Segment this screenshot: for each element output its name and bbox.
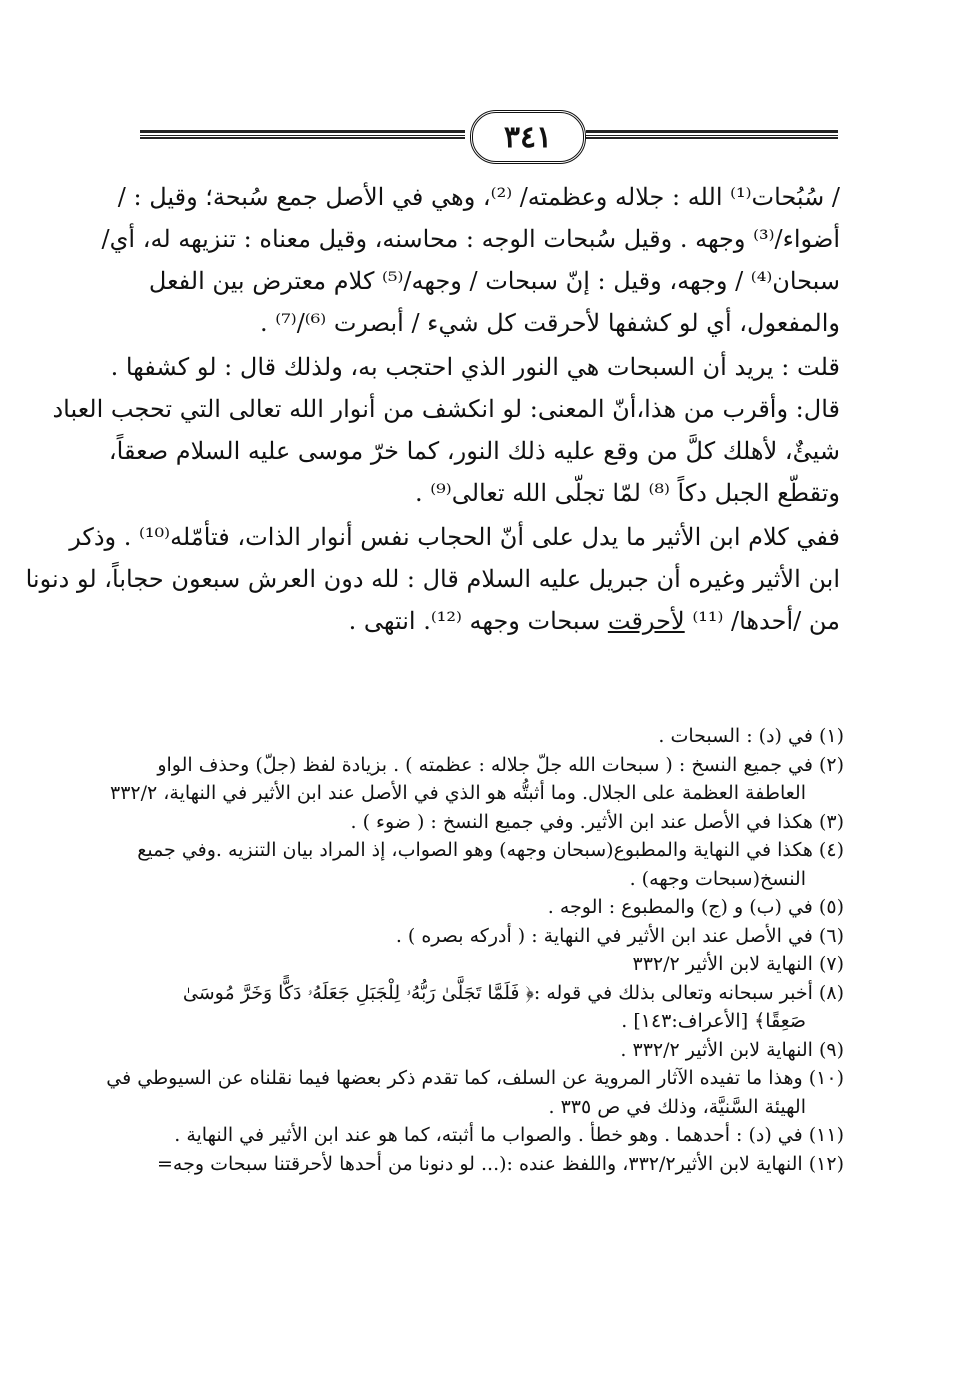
header-rule-right [586, 130, 838, 139]
text-line: والمفعول، أي لو كشفها لأحرقت كل شيء / أبصرت ⁽⁶⁾/⁽⁷⁾ . [260, 309, 840, 337]
text-line: قلت : يريد أن السبحات هي النور الذي احتجب به، ولذلك قال : لو كشفها . [110, 353, 840, 381]
footnote: (١٢) النهاية لابن الأثير٣٣٢/٢، واللفظ عنده :(... لو دنونا من أحدها لأحرقتنا سبحات وجه= [157, 1152, 844, 1175]
header-rule-left [140, 130, 465, 139]
text-line: شيئٌ، لأهلك كلَّ من وقع عليه ذلك النور، كما خرّ موسى عليه السلام صعقاً، [108, 437, 840, 465]
footnote-continuation: النسخ(سبحات وجهه) . [629, 867, 806, 890]
footnote: (٦) في الأصل عند ابن الأثير في النهاية : ( أدركه بصره ) . [395, 924, 844, 947]
text-line: سبحان⁽⁴⁾ / وجهه، وقيل : إنّ سبحات / وجهه/⁽⁵⁾ كلام معترض بين الفعل [148, 267, 840, 295]
footnote: (٧) النهاية لابن الأثير ٣٣٢/٢ [632, 953, 844, 975]
footnote: (١) في (د) : السبحات . [658, 725, 844, 747]
page-number-badge [470, 110, 586, 164]
text-line: وتقطّع الجبل دكاً ⁽⁸⁾ لمّا تجلّى الله تعالى⁽⁹⁾ . [415, 479, 840, 507]
footnote-continuation: صَعِقًا﴾ [الأعراف:١٤٣] . [621, 1010, 806, 1032]
last-line-prefix: من /أحدها/ ⁽¹¹⁾ [684, 607, 840, 635]
footnote: (٩) النهاية لابن الأثير ٣٣٢/٢ . [620, 1038, 844, 1061]
last-line-suffix: سبحات وجهه ⁽¹²⁾. انتهى . [348, 607, 608, 635]
text-line-last [140, 600, 840, 642]
text-line: قال: وأقرب من هذا،أنّ المعنى: لو انكشف من أنوار الله تعالى التي تحجب العباد [52, 395, 840, 423]
footnote: (١١) في (د) : أحدهما . وهو خطأ . والصواب ما أثبته، كما هو عند ابن الأثير في النهاية . [174, 1124, 844, 1146]
footnote: (٣) هكذا في الأصل عند ابن الأثير. وفي جميع النسخ : ( ضوء ) . [350, 810, 844, 833]
main-text [25, 176, 840, 642]
text-line: ابن الأثير وغيره أن جبريل عليه السلام قال : لله دون العرش سبعون حجاباً، لو دنونا [25, 565, 840, 593]
footnote-continuation: العاطفة العظمة على الجلال. وما أثبتُّه هو الذي في الأصل عند ابن الأثير في النهاية، ٣٣٢/٢ [110, 782, 806, 804]
footnote: (٨) أخبر سبحانه وتعالى بذلك في قوله :﴿ فَلَمَّا تَجَلَّىٰ رَبُّهُۥ لِلْجَبَلِ جَعَلَهُۥ دَكًّا وَخَرَّ مُوسَىٰ [182, 981, 844, 1004]
footnote-continuation: الهيئة السَّنيَّة، وذلك في ص ٣٣٥ . [548, 1095, 806, 1118]
page-header [0, 106, 973, 170]
text-line: أضواء/⁽³⁾ وجهه . وقيل سُبحات الوجه : محاسنه، وقيل معناه : تنزيهه له، أي/ [101, 225, 840, 253]
footnote: (١٠) وهذا ما تفيده الآثار المروية عن السلف، كما تقدم ذكر بعضها فيما نقلناه عن السيوطي في [106, 1067, 844, 1089]
page-number: ٣٤١ [503, 119, 553, 155]
text-line: ففي كلام ابن الأثير ما يدل على أنّ الحجاب نفس أنوار الذات، فتأمّله⁽¹⁰⁾ . وذكر [69, 523, 840, 551]
text-line: / سُبُحات⁽¹⁾ الله : جلاله وعظمته/ ⁽²⁾، وهي في الأصل جمع سُبحة؛ وقيل : / [117, 183, 840, 211]
footnote: (٤) هكذا في النهاية والمطبوع(سبحان وجهه) وهو الصواب، إذ المراد بيان التنزيه .وفي جميع [137, 839, 844, 861]
underlined-word: لأحرقت [607, 607, 685, 635]
footnote: (٢) في جميع النسخ : ( سبحات الله جلّ جلاله : عظمته ) . بزيادة لفظ (جلّ) وحذف الواو [157, 753, 844, 776]
footnotes [106, 722, 844, 1178]
footnote: (٥) في (ب) و (ج) والمطبوع : الوجه . [547, 896, 844, 918]
